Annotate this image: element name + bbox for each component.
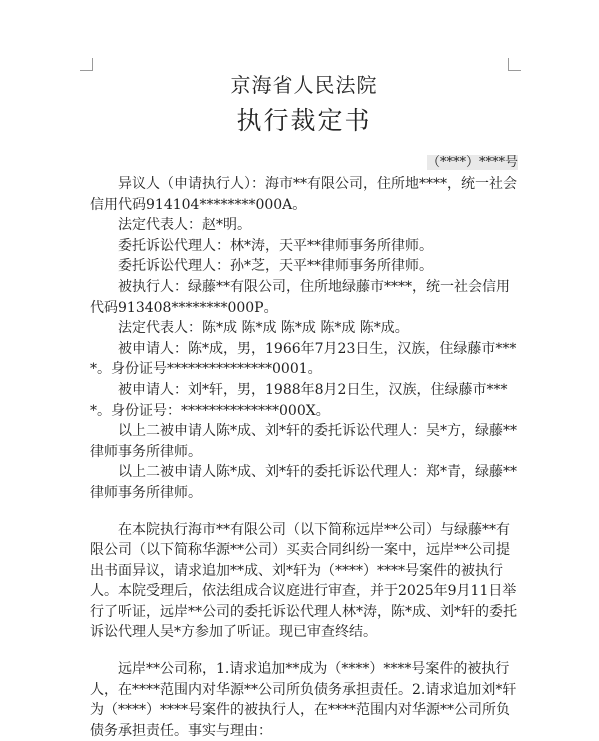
party-respondent-2: 被申请人：刘*轩，男，1988年8月2日生，汉族，住绿藤市****。身份证号：**************000X。	[90, 381, 508, 419]
case-number-text: （****）****号	[426, 155, 518, 170]
court-name: 京海省人民法院	[230, 73, 378, 97]
claims-paragraph: 远岸**公司称，1.请求追加**成为（****）****号案件的被执行人，在****范围内对华源**公司所负债务承担责任。2.请求追加刘*轩为（****）****号案件的被执行人，在****范围内对华源**公司所负债务承担责任。事实与理由：	[90, 661, 517, 739]
party-respondent-company: 被执行人：绿藤**有限公司，住所地绿藤市****，统一社会信用代码913408********000P。	[90, 278, 510, 316]
party-agent-1: 委托诉讼代理人：林*涛，天平**律师事务所律师。	[118, 237, 433, 254]
document-title: 执行裁定书	[236, 106, 372, 135]
section-gap	[90, 643, 518, 659]
party-legal-rep: 法定代表人：赵*明。	[118, 217, 251, 234]
party-applicant: 异议人（申请执行人）：海市**有限公司，住所地****，统一社会信用代码914104********000A。	[90, 176, 517, 213]
case-background-paragraph: 在本院执行海市**有限公司（以下简称远岸**公司）与绿藤**有限公司（以下简称华源**公司）买卖合同纠纷一案中，远岸**公司提出书面异议，请求追加**成、刘*轩为（****）****号案件的被执行人。本院受理后，依法组成合议庭进行审查，并于2025年9月11日举行了听证，远岸**公司的委托诉讼代理人林*涛，陈*成、刘*轩的委托诉讼代理人吴*方参加了听证。现已审查终结。	[90, 521, 517, 641]
party-respondent-1: 被申请人：陈*成，男，1966年7月23日生，汉族，住绿藤市****。身份证号***************0001。	[90, 340, 517, 378]
party-agent-2: 委托诉讼代理人：孙*芝，天平**律师事务所律师。	[118, 258, 433, 275]
case-number	[90, 152, 518, 174]
party-respondent-legal-rep: 法定代表人：陈*成 陈*成 陈*成 陈*成 陈*成。	[118, 320, 409, 337]
party-respondent-agent-1: 以上二被申请人陈*成、刘*轩的委托诉讼代理人：吴*方，绿藤**律师事务所律师。	[90, 423, 517, 460]
party-respondent-agent-2: 以上二被申请人陈*成、刘*轩的委托诉讼代理人：郑*青，绿藤**律师事务所律师。	[90, 464, 517, 501]
document-body	[90, 68, 518, 741]
section-gap	[90, 504, 518, 520]
